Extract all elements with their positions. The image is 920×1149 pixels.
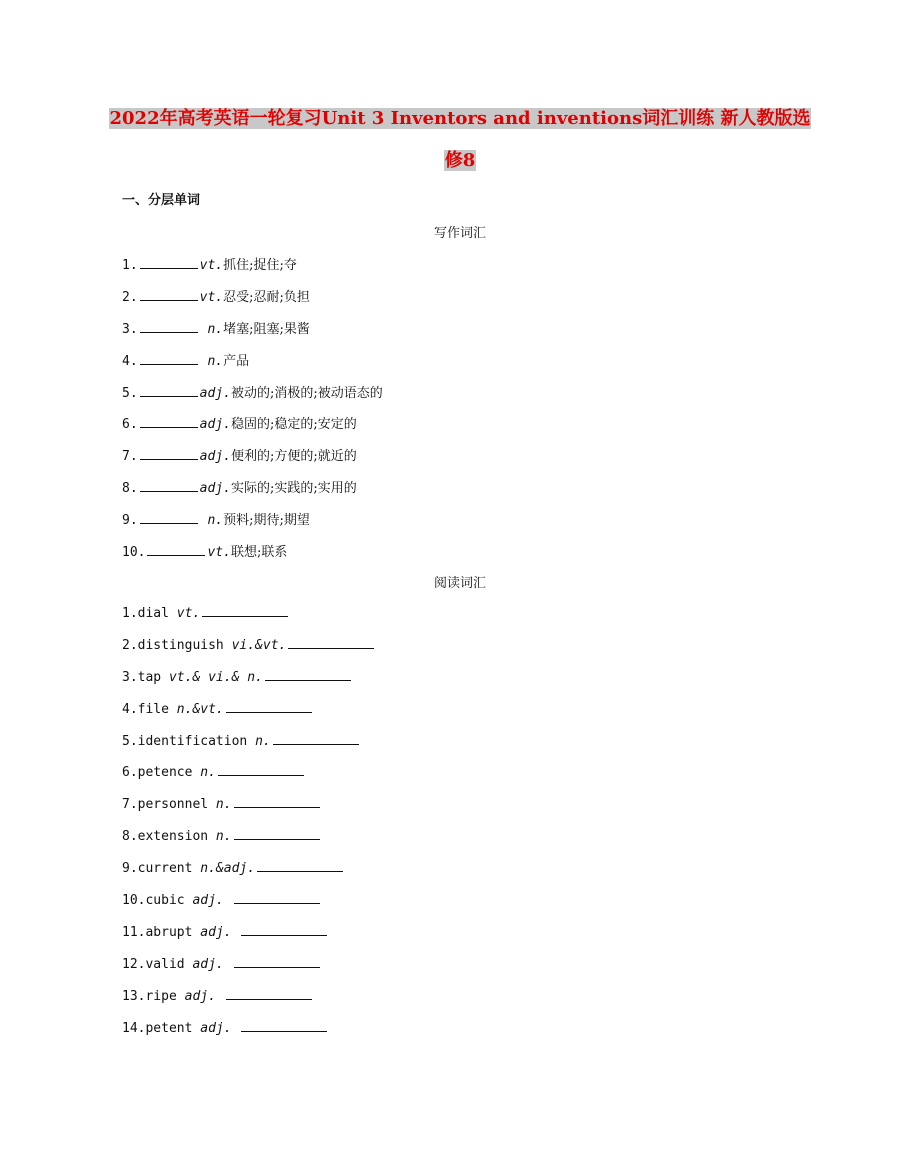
answer-blank[interactable] — [140, 447, 198, 460]
vocab-word: 8.extension — [122, 829, 216, 845]
section-heading: 一、分层单词 — [122, 193, 201, 208]
vocab-word: 11.abrupt — [122, 924, 201, 940]
chinese-gloss: 忍受;忍耐;负担 — [223, 289, 310, 305]
chinese-gloss: 预料;期待;期望 — [223, 513, 310, 529]
writing-vocab-list — [122, 254, 383, 573]
part-of-speech: vt. — [199, 258, 224, 273]
item-number: 2. — [122, 289, 138, 305]
answer-blank[interactable] — [241, 923, 327, 936]
item-number: 4. — [122, 353, 138, 369]
part-of-speech: vi.&vt. — [231, 637, 287, 653]
vocab-word: 13.ripe — [122, 988, 185, 1004]
answer-blank[interactable] — [265, 668, 351, 681]
part-of-speech: n. — [200, 765, 216, 781]
reading-vocab-list — [122, 604, 374, 1050]
part-of-speech: n. — [199, 321, 224, 337]
part-of-speech: adj. — [184, 988, 224, 1004]
list-item — [122, 382, 383, 414]
list-item — [122, 1019, 374, 1051]
part-of-speech: n.&vt. — [176, 701, 224, 717]
writing-vocab-heading: 写作词汇 — [433, 226, 486, 241]
chinese-gloss: 稳固的;稳定的;安定的 — [230, 417, 357, 433]
answer-blank[interactable] — [202, 604, 288, 617]
title-text-1: 2022年高考英语一轮复习Unit 3 Inventors and inventions词汇训练 新人教版选 — [109, 108, 811, 129]
part-of-speech: n. — [199, 513, 224, 529]
list-item — [122, 286, 383, 318]
item-number: 8. — [122, 481, 138, 497]
vocab-word: 4.file — [122, 701, 177, 717]
item-number: 7. — [122, 449, 138, 465]
part-of-speech: adj. — [192, 956, 232, 972]
answer-blank[interactable] — [226, 700, 312, 713]
part-of-speech: vt. — [207, 545, 231, 561]
part-of-speech: n. — [255, 733, 271, 749]
part-of-speech: adj. — [199, 417, 231, 433]
answer-blank[interactable] — [140, 415, 198, 428]
item-number: 3. — [122, 321, 138, 337]
title-text-2: 修8 — [444, 150, 476, 171]
list-item — [122, 732, 374, 764]
part-of-speech: n. — [199, 353, 224, 369]
answer-blank[interactable] — [226, 987, 312, 1000]
answer-blank[interactable] — [140, 256, 198, 269]
vocab-word: 9.current — [122, 861, 201, 877]
list-item — [122, 541, 383, 573]
list-item — [122, 987, 374, 1019]
answer-blank[interactable] — [241, 1019, 327, 1032]
chinese-gloss: 联想;联系 — [230, 545, 288, 561]
title-line-2 — [0, 148, 920, 174]
answer-blank[interactable] — [234, 955, 320, 968]
answer-blank[interactable] — [288, 636, 374, 649]
part-of-speech: n. — [215, 829, 232, 845]
list-item — [122, 254, 383, 286]
part-of-speech: adj. — [199, 385, 231, 401]
part-of-speech: n.&adj. — [200, 861, 256, 877]
vocab-word: 14.petent — [122, 1020, 201, 1036]
vocab-word: 3.tap — [122, 669, 169, 685]
list-item — [122, 350, 383, 382]
vocab-word: 12.valid — [122, 956, 193, 972]
part-of-speech: n. — [215, 797, 232, 813]
part-of-speech: adj. — [200, 1020, 240, 1036]
list-item — [122, 668, 374, 700]
part-of-speech: vt. — [176, 606, 201, 621]
part-of-speech: vt.& vi.& n. — [168, 669, 263, 685]
vocab-word: 1.dial — [122, 606, 177, 621]
answer-blank[interactable] — [218, 763, 304, 776]
answer-blank[interactable] — [234, 795, 320, 808]
title-line-1 — [0, 106, 920, 132]
vocab-word: 6.petence — [122, 765, 201, 781]
answer-blank[interactable] — [140, 479, 198, 492]
list-item — [122, 763, 374, 795]
list-item — [122, 604, 374, 636]
part-of-speech: adj. — [200, 924, 240, 940]
list-item — [122, 827, 374, 859]
item-number: 1. — [122, 258, 138, 273]
part-of-speech: adj. — [199, 449, 231, 465]
answer-blank[interactable] — [140, 288, 198, 301]
chinese-gloss: 便利的;方便的;就近的 — [230, 449, 357, 465]
answer-blank[interactable] — [234, 827, 320, 840]
item-number: 6. — [122, 417, 138, 433]
part-of-speech: adj. — [192, 893, 232, 909]
answer-blank[interactable] — [273, 732, 359, 745]
answer-blank[interactable] — [147, 543, 205, 556]
list-item — [122, 891, 374, 923]
list-item — [122, 477, 383, 509]
chinese-gloss: 产品 — [223, 353, 250, 369]
list-item — [122, 445, 383, 477]
list-item — [122, 923, 374, 955]
list-item — [122, 859, 374, 891]
list-item — [122, 700, 374, 732]
vocab-word: 5.identification — [122, 733, 256, 749]
list-item — [122, 318, 383, 350]
list-item — [122, 413, 383, 445]
item-number: 9. — [122, 513, 138, 529]
vocab-word: 7.personnel — [122, 797, 216, 813]
list-item — [122, 795, 374, 827]
part-of-speech: adj. — [199, 481, 231, 497]
list-item — [122, 955, 374, 987]
chinese-gloss: 堵塞;阻塞;果酱 — [223, 321, 310, 337]
item-number: 5. — [122, 385, 138, 401]
item-number: 10. — [122, 545, 146, 561]
chinese-gloss: 抓住;捉住;夺 — [223, 258, 297, 273]
answer-blank[interactable] — [234, 891, 320, 904]
part-of-speech: vt. — [199, 289, 224, 305]
chinese-gloss: 实际的;实践的;实用的 — [230, 481, 357, 497]
list-item — [122, 636, 374, 668]
list-item — [122, 509, 383, 541]
reading-vocab-heading: 阅读词汇 — [433, 576, 486, 591]
answer-blank[interactable] — [257, 859, 343, 872]
answer-blank[interactable] — [140, 384, 198, 397]
answer-blank[interactable] — [140, 352, 198, 365]
chinese-gloss: 被动的;消极的;被动语态的 — [230, 385, 383, 401]
answer-blank[interactable] — [140, 320, 198, 333]
answer-blank[interactable] — [140, 511, 198, 524]
vocab-word: 10.cubic — [122, 893, 193, 909]
vocab-word: 2.distinguish — [122, 637, 232, 653]
